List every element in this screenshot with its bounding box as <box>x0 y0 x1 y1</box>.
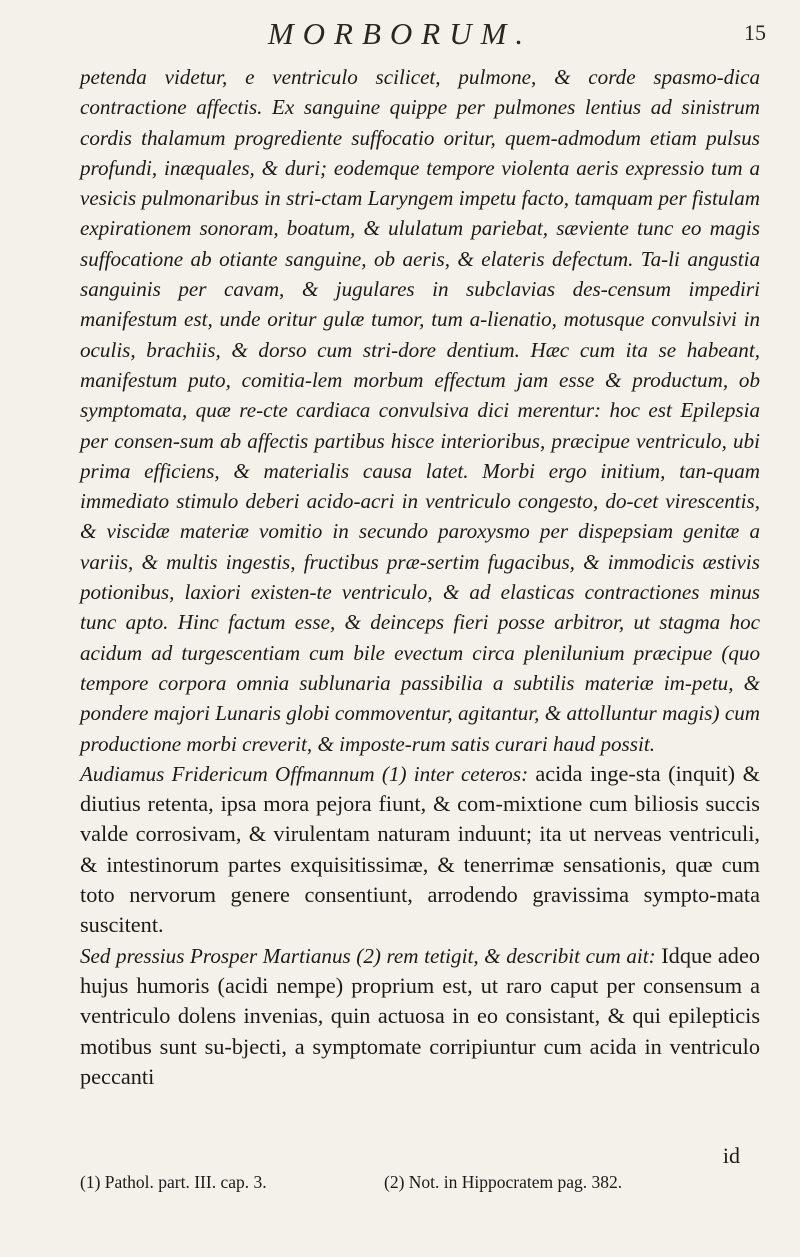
running-title: MORBORUM. <box>267 16 533 51</box>
catchword: id <box>722 1143 740 1168</box>
paragraph-2-quote: acida inge-sta (inquit) & diutius retenta, ipsa mora pejora fiunt, & com-mixtione cum biliosis succis valde corrosivam, & virulentam naturam induunt; ita ut nerveas ventriculi, & intestinorum partes exquisitissimæ, & tenerrimæ sensationis, quæ cum toto nervorum genere consentiunt, arrodendo gravissima sympto-mata suscitent. <box>80 760 760 938</box>
page-header <box>0 14 800 54</box>
paragraph-1: petenda videtur, e ventriculo scilicet, pulmone, & corde spasmo-dica contractione affectis. Ex sanguine quippe per pulmones lentius ad sinistrum cordis thalamum progrediente suffocatio oritur, quem-admodum etiam pulsus profundi, inæquales, & duri; eodemque tempore violenta aeris expressio tum a vesicis pulmonaribus in stri-ctam Laryngem impetu facto, tamquam per fistulam expirationem sonoram, boatum, & ululatum pariebat, sæviente tunc eo magis suffocatione ab otiante sanguine, ob aeris, & elateris defectum. Ta-li angustia sanguinis per cavam, & jugulares in subclavias des-censum impediri manifestum est, unde oritur gulæ tumor, tum a-lienatio, motusque convulsivi in oculis, brachiis, & dorso cum stri-dore dentium. Hæc cum ita se habeant, manifestum puto, comitia-lem morbum effectum jam esse & productum, ob symptomata, quæ re-cte cardiaca convulsiva dici merentur: hoc est Epilepsia per consen-sum ab affectis partibus hisce interioribus, præcipue ventriculo, ubi prima efficiens, & materialis causa latet. Morbi ergo initium, tan-quam immediato stimulo deberi acido-acri in ventriculo congesto, do-cet virescentis, & viscidæ materiæ vomitio in secundo paroxysmo per dispepsiam genitæ a variis, & multis ingestis, fructibus præ-sertim fugacibus, & immodicis æstivis potionibus, laxiori existen-te ventriculo, & ad elasticas contractiones minus tunc apto. Hinc factum esse, & deinceps fieri posse arbitror, ut stagma hoc acidum ad turgescentiam cum bile evectum circa plenilunium præcipue (quo tempore corpora omnia sublunaria passibilia a subtilis materiæ im-petu, & pondere majori Lunaris globi commoventur, agitantur, & attolluntur magis) cum productione morbi creverit, & imposte-rum satis curari haud possit. <box>80 65 760 756</box>
paragraph-3-quote: Idque adeo hujus humoris (acidi nempe) proprium est, ut raro caput per consensum a ventriculo dolens invenias, quin actuosa in eo consistant, & qui epilepticis motibus sunt su-bjecti, a symptomate corripiuntur cum acida in ventriculo peccanti <box>80 942 761 1089</box>
paragraph-2 <box>80 759 760 941</box>
footnote-1: (1) Pathol. part. III. cap. 3. <box>80 1172 267 1192</box>
main-text <box>80 62 760 1092</box>
paragraph-3-intro: Sed pressius Prosper Martianus (2) rem tetigit, & describit cum ait: <box>80 943 656 968</box>
page-number: 15 <box>744 20 766 45</box>
footnote-2: (2) Not. in Hippocratem pag. 382. <box>384 1172 623 1192</box>
paragraph-2-intro: Audiamus Fridericum Offmannum (1) inter ceteros: <box>80 761 529 786</box>
paragraph-3 <box>80 941 760 1092</box>
